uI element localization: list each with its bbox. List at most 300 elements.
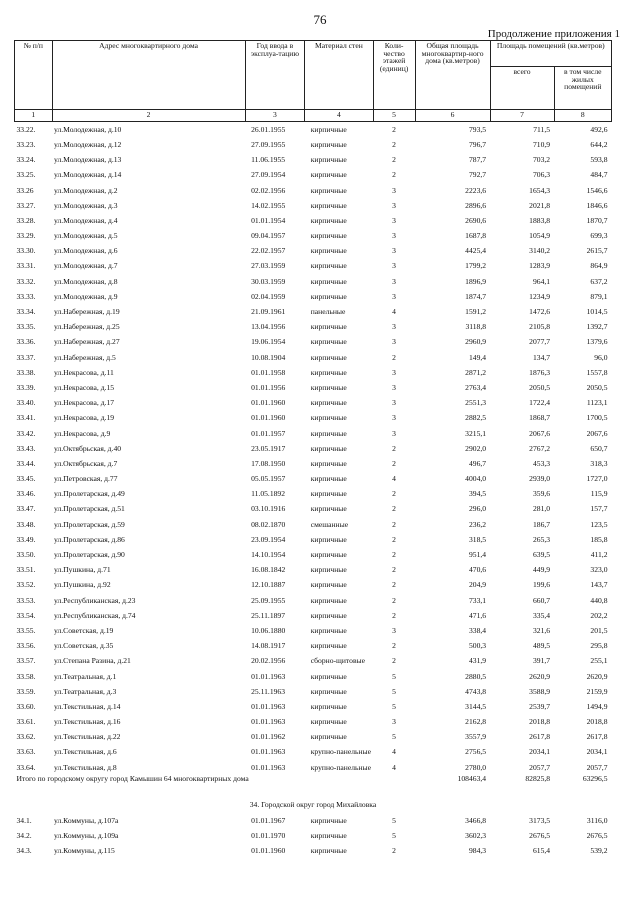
total-area: 792,7 [468,170,487,180]
living-area: 492,6 [590,124,608,134]
row-number: 33.29. [16,231,36,241]
floors: 3 [392,398,396,408]
year-commissioned: 01.01.1956 [251,382,286,392]
wall-material: кирпичные [310,458,347,468]
year-commissioned: 10.08.1904 [251,352,286,362]
address: ул.Молодежная, д.2 [54,185,118,195]
page-number: 76 [313,12,327,27]
floors: 3 [392,625,396,635]
living-area: 1870,7 [586,215,608,225]
row-number: 33.52. [16,580,36,590]
year-commissioned: 23.09.1954 [251,534,286,544]
total-area: 2902,0 [465,443,487,453]
column-number: 1 [15,110,53,122]
wall-material: кирпичные [310,701,347,711]
address: ул.Пушкина, д.92 [54,580,111,590]
premises-area: 134,7 [532,352,551,362]
living-area: 2067,6 [586,428,608,438]
housing-table [14,40,612,859]
wall-material: кирпичные [310,815,347,825]
total-living-sum: 63296,5 [582,775,608,784]
floors: 2 [392,124,396,134]
year-commissioned: 01.01.1963 [251,671,286,681]
living-area: 202,2 [590,610,608,620]
living-area: 1123,1 [586,398,608,408]
table-row [15,441,612,456]
living-area: 2050,5 [586,382,608,392]
address: ул.Коммуны, д.107а [54,815,119,825]
floors: 2 [392,504,396,514]
year-commissioned: 13.04.1956 [251,322,286,332]
table-row [15,289,612,304]
table-row [15,183,612,198]
wall-material: панельные [310,307,346,317]
premises-area: 1654,3 [529,185,551,195]
address: ул.Некрасова, д.15 [54,382,115,392]
total-row [15,775,612,797]
year-commissioned: 10.06.1880 [251,625,286,635]
living-area: 185,8 [590,534,608,544]
premises-area: 1868,7 [529,413,551,423]
living-area: 699,3 [590,231,608,241]
living-area: 644,2 [590,139,608,149]
floors: 2 [392,641,396,651]
year-commissioned: 27.03.1959 [251,261,286,271]
premises-area: 453,3 [532,458,551,468]
premises-area: 2105,8 [529,322,551,332]
wall-material: смешанные [310,519,349,529]
total-area: 496,7 [468,458,487,468]
living-area: 2617,8 [586,732,608,742]
premises-area: 2050,5 [529,382,551,392]
table-row [15,843,612,858]
year-commissioned: 02.04.1959 [251,291,286,301]
premises-area: 2676,5 [529,831,551,841]
premises-area: 2939,0 [529,474,551,484]
header-year: Год ввода в эксплуа-тацию [245,41,305,110]
address: ул.Октябрьская, д.40 [54,443,122,453]
premises-area: 449,9 [532,565,551,575]
header-wall-material: Материал стен [305,41,373,110]
floors: 3 [392,231,396,241]
floors: 5 [392,815,396,825]
wall-material: кирпичные [310,595,347,605]
year-commissioned: 14.08.1917 [251,641,286,651]
row-number: 33.31. [16,261,36,271]
year-commissioned: 23.05.1917 [251,443,286,453]
premises-area: 391,7 [532,656,551,666]
address: ул.Пролетарская, д.90 [54,550,125,560]
total-area: 394,5 [468,489,487,499]
living-area: 2615,7 [586,246,608,256]
row-number: 33.44. [16,458,36,468]
wall-material: кирпичные [310,717,347,727]
living-area: 637,2 [590,276,608,286]
total-area: 2896,6 [465,200,487,210]
column-number: 8 [554,110,611,122]
living-area: 1392,7 [586,322,608,332]
floors: 5 [392,732,396,742]
living-area: 1846,6 [586,200,608,210]
address: ул.Молодежная, д.5 [54,231,118,241]
total-area: 4743,8 [465,686,487,696]
living-area: 157,7 [590,504,608,514]
wall-material: кирпичные [310,215,347,225]
year-commissioned: 11.06.1955 [251,155,286,165]
wall-material: кирпичные [310,185,347,195]
table-row [15,684,612,699]
table-row [15,745,612,760]
premises-area: 2620,9 [529,671,551,681]
wall-material: кирпичные [310,610,347,620]
wall-material: кирпичные [310,124,347,134]
premises-area: 1876,3 [529,367,551,377]
address: ул.Советская, д.35 [54,641,114,651]
row-number: 33.26 [16,185,34,195]
premises-area: 1472,6 [529,307,551,317]
total-area: 2690,6 [465,215,487,225]
total-area: 431,9 [468,656,487,666]
address: ул.Молодежная, д.9 [54,291,118,301]
row-number: 34.3. [16,846,32,856]
table-row [15,730,612,745]
year-commissioned: 01.01.1954 [251,215,286,225]
total-area: 471,6 [468,610,487,620]
total-area: 3118,8 [465,322,487,332]
year-commissioned: 21.09.1961 [251,307,286,317]
total-area: 500,3 [468,641,487,651]
address: ул.Пролетарская, д.86 [54,534,125,544]
premises-area: 2034,1 [529,747,551,757]
table-row [15,365,612,380]
floors: 3 [392,261,396,271]
row-number: 33.42. [16,428,36,438]
wall-material: кирпичные [310,550,347,560]
living-area: 2676,5 [586,831,608,841]
year-commissioned: 27.09.1955 [251,139,286,149]
year-commissioned: 16.08.1842 [251,565,286,575]
row-number: 33.43. [16,443,36,453]
header-premises-area: Площадь помещений (кв.метров) [490,41,611,67]
row-number: 33.36. [16,337,36,347]
table-row [15,654,612,669]
row-number: 33.38. [16,367,36,377]
wall-material: кирпичные [310,200,347,210]
premises-area: 2767,2 [529,443,551,453]
address: ул.Некрасова, д.17 [54,398,115,408]
floors: 2 [392,139,396,149]
premises-area: 335,4 [532,610,551,620]
year-commissioned: 11.05.1892 [251,489,286,499]
year-commissioned: 25.09.1955 [251,595,286,605]
address: ул.Театральная, д.3 [54,686,117,696]
address: ул.Пролетарская, д.49 [54,489,125,499]
living-area: 1700,5 [586,413,608,423]
premises-area: 2067,6 [529,428,551,438]
living-area: 143,7 [590,580,608,590]
total-area: 4425,4 [465,246,487,256]
living-area: 255,1 [590,656,608,666]
total-area: 1874,7 [465,291,487,301]
column-number: 5 [373,110,415,122]
wall-material: кирпичные [310,671,347,681]
floors: 2 [392,155,396,165]
row-number: 33.51. [16,565,36,575]
total-area: 1687,8 [465,231,487,241]
total-area: 2162,8 [465,717,487,727]
premises-area: 359,6 [532,489,551,499]
floors: 3 [392,276,396,286]
row-number: 33.34. [16,307,36,317]
total-area: 2223,6 [465,185,487,195]
table-row [15,426,612,441]
living-area: 2018,8 [586,717,608,727]
year-commissioned: 01.01.1967 [251,815,286,825]
header-premises-total: всего [490,67,554,110]
wall-material: кирпичные [310,580,347,590]
floors: 2 [392,610,396,620]
table-row [15,471,612,486]
address: ул.Молодежная, д.12 [54,139,122,149]
total-area: 236,2 [468,519,487,529]
floors: 2 [392,489,396,499]
total-area: 2880,5 [465,671,487,681]
row-number: 33.49. [16,534,36,544]
floors: 2 [392,534,396,544]
column-numbers-row [15,110,612,122]
wall-material: кирпичные [310,322,347,332]
column-number: 7 [490,110,554,122]
table-row [15,532,612,547]
floors: 3 [392,382,396,392]
premises-area: 639,5 [532,550,551,560]
living-area: 1557,8 [586,367,608,377]
table-row [15,335,612,350]
premises-area: 1234,9 [529,291,551,301]
year-commissioned: 01.01.1963 [251,762,286,772]
address: ул.Текстильная, д.6 [54,747,117,757]
table-row [15,350,612,365]
year-commissioned: 14.02.1955 [251,200,286,210]
floors: 2 [392,565,396,575]
total-area: 338,4 [468,625,487,635]
wall-material: кирпичные [310,443,347,453]
table-row [15,137,612,152]
row-number: 33.23. [16,139,36,149]
wall-material: кирпичные [310,246,347,256]
year-commissioned: 05.05.1957 [251,474,286,484]
wall-material: кирпичные [310,367,347,377]
year-commissioned: 09.04.1957 [251,231,286,241]
total-area: 2780,0 [465,762,487,772]
floors: 3 [392,322,396,332]
table-row [15,593,612,608]
row-number: 33.56. [16,641,36,651]
row-number: 34.2. [16,831,32,841]
floors: 3 [392,413,396,423]
living-area: 295,8 [590,641,608,651]
living-area: 3116,0 [586,815,608,825]
premises-area: 710,9 [532,139,551,149]
row-number: 33.30. [16,246,36,256]
row-number: 33.39. [16,382,36,392]
wall-material: кирпичные [310,170,347,180]
table-row [15,259,612,274]
floors: 2 [392,846,396,856]
premises-area: 2617,8 [529,732,551,742]
table-row [15,562,612,577]
table-row [15,228,612,243]
living-area: 2057,7 [586,762,608,772]
address: ул.Набережная, д.5 [54,352,116,362]
address: ул.Молодежная, д.7 [54,261,118,271]
living-area: 2620,9 [586,671,608,681]
table-row [15,244,612,259]
row-number: 33.63. [16,747,36,757]
row-number: 33.61. [16,717,36,727]
premises-area: 2539,7 [529,701,551,711]
year-commissioned: 02.02.1956 [251,185,286,195]
address: ул.Текстильная, д.8 [54,762,117,772]
table-row [15,319,612,334]
floors: 3 [392,367,396,377]
total-area: 296,0 [468,504,487,514]
column-number: 3 [245,110,305,122]
column-number: 6 [415,110,490,122]
premises-area: 660,7 [532,595,551,605]
year-commissioned: 25.11.1897 [251,610,286,620]
table-body-kamyshin [15,122,612,776]
floors: 2 [392,519,396,529]
table-row [15,395,612,410]
premises-area: 2021,8 [529,200,551,210]
address: ул.Республиканская, д.23 [54,595,136,605]
row-number: 33.48. [16,519,36,529]
premises-area: 186,7 [532,519,551,529]
year-commissioned: 01.01.1963 [251,747,286,757]
table-row [15,623,612,638]
floors: 3 [392,246,396,256]
address: ул.Коммуны, д.115 [54,846,115,856]
year-commissioned: 27.09.1954 [251,170,286,180]
floors: 2 [392,656,396,666]
table-row [15,411,612,426]
year-commissioned: 22.02.1957 [251,246,286,256]
row-number: 33.54. [16,610,36,620]
column-number: 4 [305,110,373,122]
premises-area: 1722,4 [529,398,551,408]
living-area: 650,7 [590,443,608,453]
total-area: 984,3 [468,846,487,856]
year-commissioned: 01.01.1958 [251,367,286,377]
living-area: 318,3 [590,458,608,468]
wall-material: крупно-панельные [310,762,371,772]
table-row [15,828,612,843]
table-row [15,168,612,183]
floors: 2 [392,170,396,180]
floors: 3 [392,291,396,301]
year-commissioned: 20.02.1956 [251,656,286,666]
wall-material: кирпичные [310,231,347,241]
wall-material: сборно-щитовые [310,656,365,666]
row-number: 33.40. [16,398,36,408]
row-number: 33.27. [16,200,36,210]
year-commissioned: 01.01.1963 [251,717,286,727]
living-area: 539,2 [590,846,608,856]
wall-material: кирпичные [310,428,347,438]
living-area: 879,1 [590,291,608,301]
address: ул.Молодежная, д.10 [54,124,122,134]
year-commissioned: 01.01.1960 [251,413,286,423]
premises-area: 2018,8 [529,717,551,727]
wall-material: кирпичные [310,261,347,271]
row-number: 33.41. [16,413,36,423]
appendix-caption: Продолжение приложения 1 [487,28,620,40]
premises-area: 615,4 [532,846,551,856]
wall-material: кирпичные [310,474,347,484]
address: ул.Некрасова, д.11 [54,367,114,377]
year-commissioned: 30.03.1959 [251,276,286,286]
wall-material: кирпичные [310,276,347,286]
address: ул.Молодежная, д.6 [54,246,118,256]
row-number: 33.58. [16,671,36,681]
wall-material: кирпичные [310,504,347,514]
address: ул.Молодежная, д.8 [54,276,118,286]
table-row [15,122,612,138]
row-number: 33.25. [16,170,36,180]
premises-area: 964,1 [532,276,551,286]
premises-area: 321,6 [532,625,551,635]
premises-area: 2077,7 [529,337,551,347]
year-commissioned: 12.10.1887 [251,580,286,590]
address: ул.Набережная, д.27 [54,337,120,347]
year-commissioned: 26.01.1955 [251,124,286,134]
table-row [15,699,612,714]
wall-material: кирпичные [310,846,347,856]
wall-material: кирпичные [310,382,347,392]
living-area: 864,9 [590,261,608,271]
total-area: 2960,9 [465,337,487,347]
table-row [15,714,612,729]
address: ул.Степана Разина, д.21 [54,656,131,666]
wall-material: кирпичные [310,565,347,575]
header-premises-living: в том числе жилых помещений [554,67,611,110]
total-area: 3215,1 [465,428,487,438]
year-commissioned: 01.01.1970 [251,831,286,841]
living-area: 1727,0 [586,474,608,484]
living-area: 2159,9 [586,686,608,696]
premises-area: 489,5 [532,641,551,651]
address: ул.Пролетарская, д.51 [54,504,125,514]
total-area: 204,9 [468,580,487,590]
table-row [15,198,612,213]
living-area: 123,5 [590,519,608,529]
table-row [15,502,612,517]
total-area: 2756,5 [465,747,487,757]
wall-material: кирпичные [310,732,347,742]
wall-material: кирпичные [310,413,347,423]
living-area: 440,8 [590,595,608,605]
row-number: 33.59. [16,686,36,696]
total-area: 796,7 [468,139,487,149]
header-floors: Коли-чество этажей (единиц) [373,41,415,110]
living-area: 1014,5 [586,307,608,317]
total-area: 4004,0 [465,474,487,484]
floors: 4 [392,747,396,757]
total-area: 3557,9 [465,732,487,742]
address: ул.Некрасова, д.19 [54,413,115,423]
year-commissioned: 08.02.1870 [251,519,286,529]
